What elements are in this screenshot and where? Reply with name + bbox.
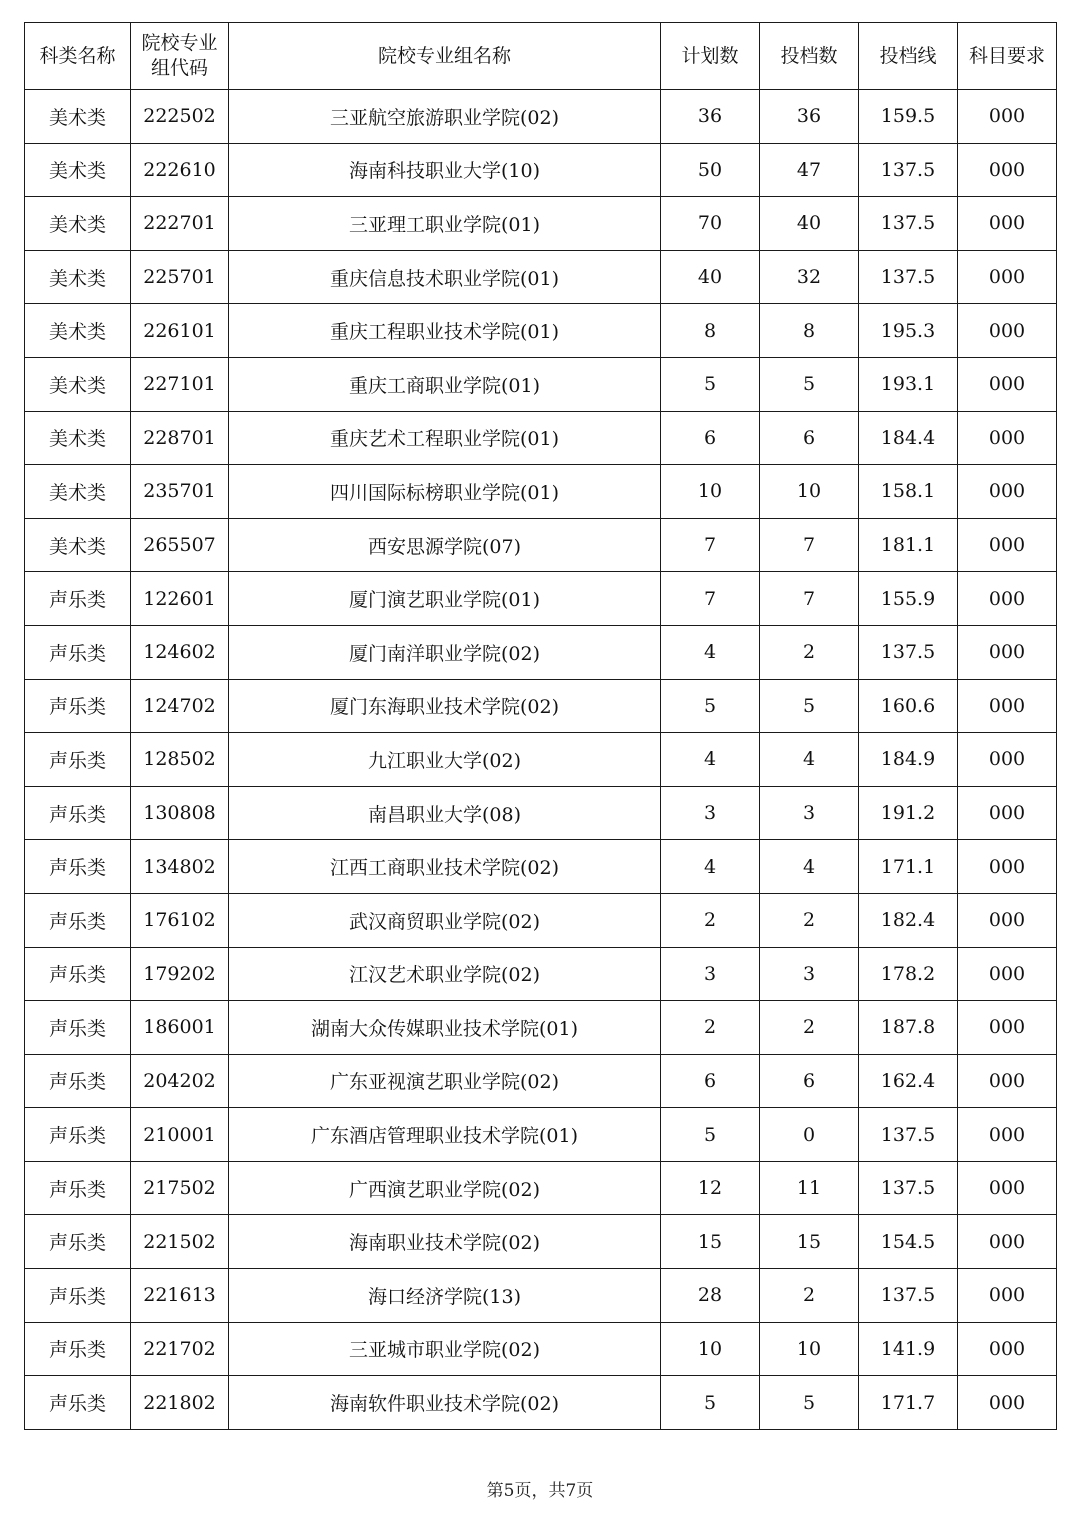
header-name: 院校专业组名称	[229, 23, 661, 90]
cell-line: 182.4	[859, 893, 958, 947]
table-row	[25, 197, 1057, 251]
table-row	[25, 90, 1057, 144]
cell-requirement: 000	[958, 1001, 1057, 1055]
cell-code: 235701	[131, 465, 229, 519]
cell-filed: 11	[760, 1161, 859, 1215]
cell-code: 225701	[131, 250, 229, 304]
cell-code: 124702	[131, 679, 229, 733]
cell-category: 美术类	[25, 143, 131, 197]
cell-code: 128502	[131, 733, 229, 787]
cell-line: 171.1	[859, 840, 958, 894]
cell-code: 204202	[131, 1054, 229, 1108]
cell-requirement: 000	[958, 304, 1057, 358]
cell-name: 厦门东海职业技术学院(02)	[229, 679, 661, 733]
table-row	[25, 411, 1057, 465]
cell-name: 九江职业大学(02)	[229, 733, 661, 787]
cell-line: 137.5	[859, 1161, 958, 1215]
header-row	[25, 23, 1057, 90]
table-row	[25, 893, 1057, 947]
cell-plan: 8	[661, 304, 760, 358]
cell-requirement: 000	[958, 733, 1057, 787]
cell-name: 广东酒店管理职业技术学院(01)	[229, 1108, 661, 1162]
table-row	[25, 250, 1057, 304]
cell-filed: 6	[760, 411, 859, 465]
cell-filed: 2	[760, 893, 859, 947]
cell-requirement: 000	[958, 1054, 1057, 1108]
cell-name: 海南科技职业大学(10)	[229, 143, 661, 197]
cell-requirement: 000	[958, 679, 1057, 733]
cell-name: 湖南大众传媒职业技术学院(01)	[229, 1001, 661, 1055]
admissions-table	[24, 22, 1057, 1430]
cell-name: 海南职业技术学院(02)	[229, 1215, 661, 1269]
cell-line: 187.8	[859, 1001, 958, 1055]
cell-name: 重庆信息技术职业学院(01)	[229, 250, 661, 304]
cell-line: 158.1	[859, 465, 958, 519]
cell-filed: 5	[760, 1376, 859, 1430]
cell-name: 江汉艺术职业学院(02)	[229, 947, 661, 1001]
cell-filed: 2	[760, 1269, 859, 1323]
cell-line: 137.5	[859, 625, 958, 679]
cell-name: 西安思源学院(07)	[229, 518, 661, 572]
cell-category: 美术类	[25, 518, 131, 572]
cell-category: 美术类	[25, 304, 131, 358]
cell-line: 137.5	[859, 1108, 958, 1162]
table-row	[25, 1108, 1057, 1162]
cell-name: 江西工商职业技术学院(02)	[229, 840, 661, 894]
cell-category: 声乐类	[25, 840, 131, 894]
cell-filed: 36	[760, 90, 859, 144]
cell-name: 重庆工程职业技术学院(01)	[229, 304, 661, 358]
cell-category: 声乐类	[25, 1161, 131, 1215]
table-row	[25, 518, 1057, 572]
table-row	[25, 786, 1057, 840]
cell-code: 227101	[131, 357, 229, 411]
table-row	[25, 625, 1057, 679]
cell-line: 178.2	[859, 947, 958, 1001]
cell-plan: 70	[661, 197, 760, 251]
cell-plan: 7	[661, 572, 760, 626]
header-code: 院校专业组代码	[131, 23, 229, 90]
cell-code: 210001	[131, 1108, 229, 1162]
cell-category: 声乐类	[25, 1108, 131, 1162]
cell-plan: 28	[661, 1269, 760, 1323]
cell-requirement: 000	[958, 625, 1057, 679]
cell-category: 声乐类	[25, 1269, 131, 1323]
cell-requirement: 000	[958, 786, 1057, 840]
table-row	[25, 679, 1057, 733]
header-filed: 投档数	[760, 23, 859, 90]
cell-category: 美术类	[25, 250, 131, 304]
cell-requirement: 000	[958, 411, 1057, 465]
cell-category: 声乐类	[25, 947, 131, 1001]
cell-line: 162.4	[859, 1054, 958, 1108]
cell-code: 179202	[131, 947, 229, 1001]
cell-plan: 4	[661, 733, 760, 787]
cell-line: 195.3	[859, 304, 958, 358]
cell-plan: 5	[661, 357, 760, 411]
cell-code: 221802	[131, 1376, 229, 1430]
cell-code: 222502	[131, 90, 229, 144]
cell-line: 191.2	[859, 786, 958, 840]
cell-category: 美术类	[25, 411, 131, 465]
cell-plan: 5	[661, 1376, 760, 1430]
cell-name: 厦门演艺职业学院(01)	[229, 572, 661, 626]
cell-category: 美术类	[25, 90, 131, 144]
cell-requirement: 000	[958, 947, 1057, 1001]
cell-name: 南昌职业大学(08)	[229, 786, 661, 840]
table-row	[25, 465, 1057, 519]
cell-filed: 15	[760, 1215, 859, 1269]
table-row	[25, 143, 1057, 197]
cell-name: 海南软件职业技术学院(02)	[229, 1376, 661, 1430]
cell-filed: 2	[760, 625, 859, 679]
cell-plan: 50	[661, 143, 760, 197]
table-row	[25, 1376, 1057, 1430]
cell-filed: 6	[760, 1054, 859, 1108]
cell-filed: 7	[760, 518, 859, 572]
cell-name: 三亚航空旅游职业学院(02)	[229, 90, 661, 144]
table-row	[25, 304, 1057, 358]
cell-filed: 3	[760, 947, 859, 1001]
cell-filed: 10	[760, 465, 859, 519]
cell-code: 134802	[131, 840, 229, 894]
cell-line: 193.1	[859, 357, 958, 411]
cell-category: 声乐类	[25, 1054, 131, 1108]
cell-requirement: 000	[958, 143, 1057, 197]
cell-category: 美术类	[25, 465, 131, 519]
cell-category: 声乐类	[25, 1376, 131, 1430]
cell-name: 广西演艺职业学院(02)	[229, 1161, 661, 1215]
cell-plan: 12	[661, 1161, 760, 1215]
cell-plan: 4	[661, 840, 760, 894]
cell-code: 222701	[131, 197, 229, 251]
cell-plan: 5	[661, 1108, 760, 1162]
cell-code: 221502	[131, 1215, 229, 1269]
table-row	[25, 947, 1057, 1001]
cell-code: 186001	[131, 1001, 229, 1055]
table-header	[25, 23, 1057, 90]
cell-code: 221613	[131, 1269, 229, 1323]
cell-line: 184.4	[859, 411, 958, 465]
cell-plan: 2	[661, 893, 760, 947]
cell-plan: 3	[661, 786, 760, 840]
cell-requirement: 000	[958, 357, 1057, 411]
cell-name: 武汉商贸职业学院(02)	[229, 893, 661, 947]
cell-line: 155.9	[859, 572, 958, 626]
cell-requirement: 000	[958, 518, 1057, 572]
cell-category: 美术类	[25, 197, 131, 251]
cell-code: 122601	[131, 572, 229, 626]
page-indicator: 第5页，共7页	[486, 1481, 594, 1501]
cell-name: 海口经济学院(13)	[229, 1269, 661, 1323]
table-row	[25, 1269, 1057, 1323]
cell-filed: 10	[760, 1322, 859, 1376]
header-requirement: 科目要求	[958, 23, 1057, 90]
table-row	[25, 572, 1057, 626]
cell-plan: 2	[661, 1001, 760, 1055]
admissions-sheet	[24, 22, 1056, 1430]
cell-code: 130808	[131, 786, 229, 840]
cell-filed: 32	[760, 250, 859, 304]
cell-requirement: 000	[958, 250, 1057, 304]
cell-category: 声乐类	[25, 625, 131, 679]
cell-category: 美术类	[25, 357, 131, 411]
cell-requirement: 000	[958, 197, 1057, 251]
cell-category: 声乐类	[25, 679, 131, 733]
cell-filed: 5	[760, 679, 859, 733]
cell-line: 181.1	[859, 518, 958, 572]
cell-requirement: 000	[958, 1215, 1057, 1269]
cell-name: 四川国际标榜职业学院(01)	[229, 465, 661, 519]
cell-filed: 7	[760, 572, 859, 626]
cell-line: 137.5	[859, 250, 958, 304]
cell-line: 154.5	[859, 1215, 958, 1269]
table-row	[25, 840, 1057, 894]
cell-line: 137.5	[859, 143, 958, 197]
cell-plan: 7	[661, 518, 760, 572]
cell-filed: 47	[760, 143, 859, 197]
cell-requirement: 000	[958, 90, 1057, 144]
cell-category: 声乐类	[25, 786, 131, 840]
cell-line: 137.5	[859, 1269, 958, 1323]
cell-requirement: 000	[958, 465, 1057, 519]
cell-name: 厦门南洋职业学院(02)	[229, 625, 661, 679]
cell-code: 124602	[131, 625, 229, 679]
cell-name: 广东亚视演艺职业学院(02)	[229, 1054, 661, 1108]
cell-code: 217502	[131, 1161, 229, 1215]
cell-filed: 8	[760, 304, 859, 358]
cell-plan: 15	[661, 1215, 760, 1269]
cell-filed: 4	[760, 733, 859, 787]
header-line: 投档线	[859, 23, 958, 90]
table-row	[25, 1322, 1057, 1376]
cell-line: 184.9	[859, 733, 958, 787]
cell-code: 176102	[131, 893, 229, 947]
table-row	[25, 1215, 1057, 1269]
cell-plan: 36	[661, 90, 760, 144]
table-body	[25, 90, 1057, 1430]
cell-filed: 4	[760, 840, 859, 894]
cell-category: 声乐类	[25, 1322, 131, 1376]
cell-plan: 5	[661, 679, 760, 733]
cell-line: 160.6	[859, 679, 958, 733]
table-row	[25, 1161, 1057, 1215]
cell-filed: 2	[760, 1001, 859, 1055]
cell-code: 226101	[131, 304, 229, 358]
cell-requirement: 000	[958, 893, 1057, 947]
cell-line: 141.9	[859, 1322, 958, 1376]
cell-code: 265507	[131, 518, 229, 572]
cell-filed: 3	[760, 786, 859, 840]
cell-requirement: 000	[958, 1376, 1057, 1430]
cell-category: 声乐类	[25, 893, 131, 947]
cell-plan: 3	[661, 947, 760, 1001]
cell-plan: 6	[661, 411, 760, 465]
cell-code: 222610	[131, 143, 229, 197]
cell-name: 三亚城市职业学院(02)	[229, 1322, 661, 1376]
cell-category: 声乐类	[25, 1215, 131, 1269]
cell-plan: 10	[661, 1322, 760, 1376]
cell-name: 重庆艺术工程职业学院(01)	[229, 411, 661, 465]
table-row	[25, 733, 1057, 787]
header-plan: 计划数	[661, 23, 760, 90]
cell-requirement: 000	[958, 1161, 1057, 1215]
cell-plan: 4	[661, 625, 760, 679]
cell-plan: 40	[661, 250, 760, 304]
cell-plan: 6	[661, 1054, 760, 1108]
cell-name: 三亚理工职业学院(01)	[229, 197, 661, 251]
cell-requirement: 000	[958, 1108, 1057, 1162]
table-row	[25, 1054, 1057, 1108]
cell-filed: 40	[760, 197, 859, 251]
table-row	[25, 1001, 1057, 1055]
cell-requirement: 000	[958, 1269, 1057, 1323]
cell-filed: 0	[760, 1108, 859, 1162]
cell-filed: 5	[760, 357, 859, 411]
cell-requirement: 000	[958, 1322, 1057, 1376]
cell-code: 221702	[131, 1322, 229, 1376]
cell-line: 171.7	[859, 1376, 958, 1430]
cell-category: 声乐类	[25, 733, 131, 787]
cell-line: 159.5	[859, 90, 958, 144]
cell-line: 137.5	[859, 197, 958, 251]
cell-category: 声乐类	[25, 572, 131, 626]
cell-name: 重庆工商职业学院(01)	[229, 357, 661, 411]
cell-category: 声乐类	[25, 1001, 131, 1055]
cell-requirement: 000	[958, 840, 1057, 894]
cell-requirement: 000	[958, 572, 1057, 626]
table-row	[25, 357, 1057, 411]
cell-code: 228701	[131, 411, 229, 465]
header-category: 科类名称	[25, 23, 131, 90]
cell-plan: 10	[661, 465, 760, 519]
